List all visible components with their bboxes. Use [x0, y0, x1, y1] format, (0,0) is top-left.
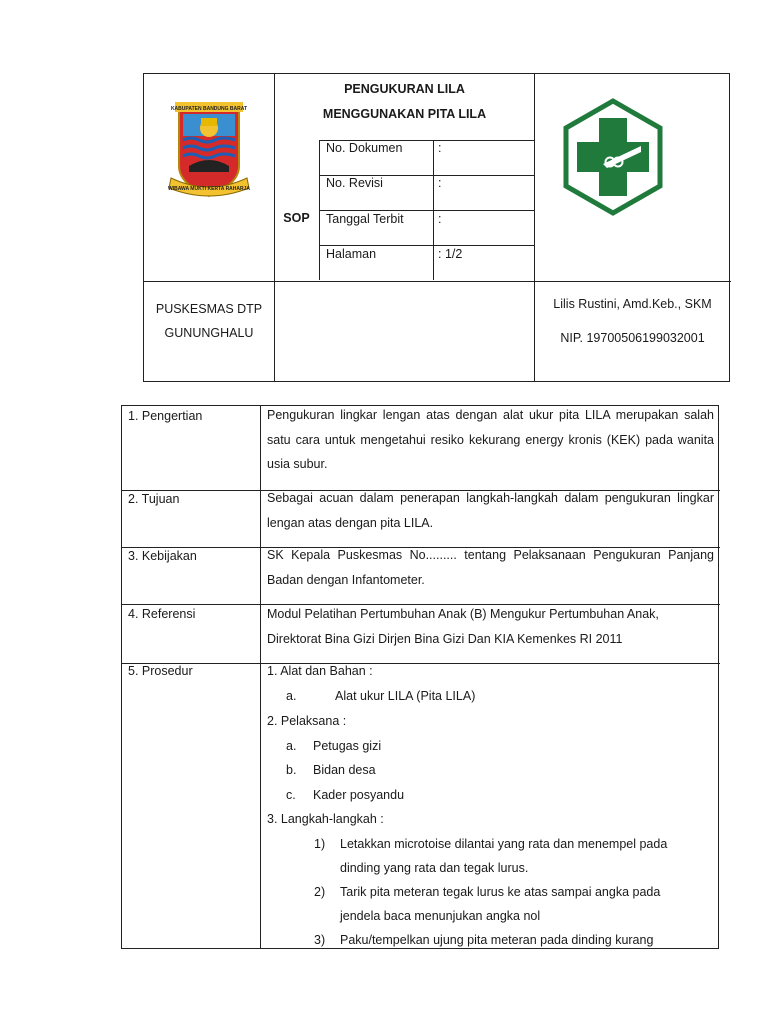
puskesmas-cross-logo	[561, 98, 665, 216]
sop-content-table	[121, 405, 719, 949]
langkah-item-text: Letakkan microtoise dilantai yang rata dan menempel pada	[340, 837, 668, 851]
doc-value-tanggal-terbit: :	[438, 212, 442, 226]
emblem-ribbon-text: WIBAWA MUKTI KERTA RAHARJA	[167, 186, 251, 192]
sop-label: SOP	[283, 211, 310, 225]
section-label-pengertian: 1. Pengertian	[128, 409, 203, 423]
regency-emblem-logo	[163, 96, 255, 208]
divider	[319, 210, 534, 211]
langkah-item-text: dinding yang rata dan tegak lurus.	[340, 861, 529, 875]
langkah-item-text: jendela baca menunjukan angka nol	[340, 909, 541, 923]
section-text-tujuan: Sebagai acuan dalam penerapan langkah-langkah dalam pengukuran lingkar lengan atas dengan pita LILA.	[267, 491, 714, 530]
pelaksana-item-text: Kader posyandu	[313, 788, 405, 802]
alat-heading: 1. Alat dan Bahan :	[267, 664, 373, 678]
section-text-kebijakan: SK Kepala Puskesmas No......... tentang Pelaksanaan Pengukuran Panjang Badan dengan Infantometer.	[267, 548, 714, 587]
doc-value-no-revisi: :	[438, 176, 442, 190]
doc-label-no-dokumen: No. Dokumen	[326, 141, 403, 155]
signer-nip: NIP. 19700506199032001	[560, 331, 705, 345]
pelaksana-item-text: Petugas gizi	[313, 739, 382, 753]
section-text-pengertian: Pengukuran lingkar lengan atas dengan alat ukur pita LILA merupakan salah satu cara untuk mengetahui resiko kekurang energy kronis (KEK) pada wanita usia subur.	[267, 408, 714, 471]
pelaksana-heading: 2. Pelaksana :	[267, 714, 347, 728]
doc-value-halaman: : 1/2	[438, 247, 463, 261]
signer-name: Lilis Rustini, Amd.Keb., SKM	[553, 297, 712, 311]
divider	[260, 406, 261, 948]
doc-value-no-dokumen: :	[438, 141, 442, 155]
puskesmas-name-line2: GUNUNGHALU	[164, 326, 254, 340]
section-text-referensi-line1: Modul Pelatihan Pertumbuhan Anak (B) Mengukur Pertumbuhan Anak,	[267, 607, 659, 621]
doc-label-halaman: Halaman	[326, 247, 377, 261]
section-label-prosedur: 5. Prosedur	[128, 664, 193, 678]
emblem-banner-text: KABUPATEN BANDUNG BARAT	[170, 106, 248, 112]
puskesmas-name-line1: PUSKESMAS DTP	[155, 302, 263, 316]
doc-label-no-revisi: No. Revisi	[326, 176, 383, 190]
divider	[144, 281, 731, 282]
divider	[122, 604, 720, 605]
section-text-referensi-line2: Direktorat Bina Gizi Dirjen Bina Gizi Dan KIA Kemenkes RI 2011	[267, 632, 623, 646]
sop-header-table	[143, 73, 730, 382]
langkah-item-marker: 3)	[314, 933, 326, 947]
pelaksana-item-marker: b.	[286, 763, 297, 777]
pelaksana-item-text: Bidan desa	[313, 763, 376, 777]
doc-label-tanggal-terbit: Tanggal Terbit	[326, 212, 404, 226]
alat-item-text: Alat ukur LILA (Pita LILA)	[335, 689, 476, 703]
langkah-heading: 3. Langkah-langkah :	[267, 812, 384, 826]
section-label-kebijakan: 3. Kebijakan	[128, 549, 197, 563]
langkah-item-text: Tarik pita meteran tegak lurus ke atas sampai angka pada	[340, 885, 661, 899]
langkah-item-text: Paku/tempelkan ujung pita meteran pada dinding kurang	[340, 933, 654, 947]
title-line-2: MENGGUNAKAN PITA LILA	[322, 107, 487, 121]
section-label-referensi: 4. Referensi	[128, 607, 196, 621]
pelaksana-item-marker: c.	[286, 788, 296, 802]
title-line-1: PENGUKURAN LILA	[344, 82, 465, 96]
section-label-tujuan: 2. Tujuan	[128, 492, 180, 506]
langkah-item-marker: 1)	[314, 837, 326, 851]
pelaksana-item-marker: a.	[286, 739, 297, 753]
divider	[122, 663, 720, 664]
langkah-item-marker: 2)	[314, 885, 326, 899]
alat-item-marker: a.	[286, 689, 297, 703]
divider	[319, 245, 534, 246]
